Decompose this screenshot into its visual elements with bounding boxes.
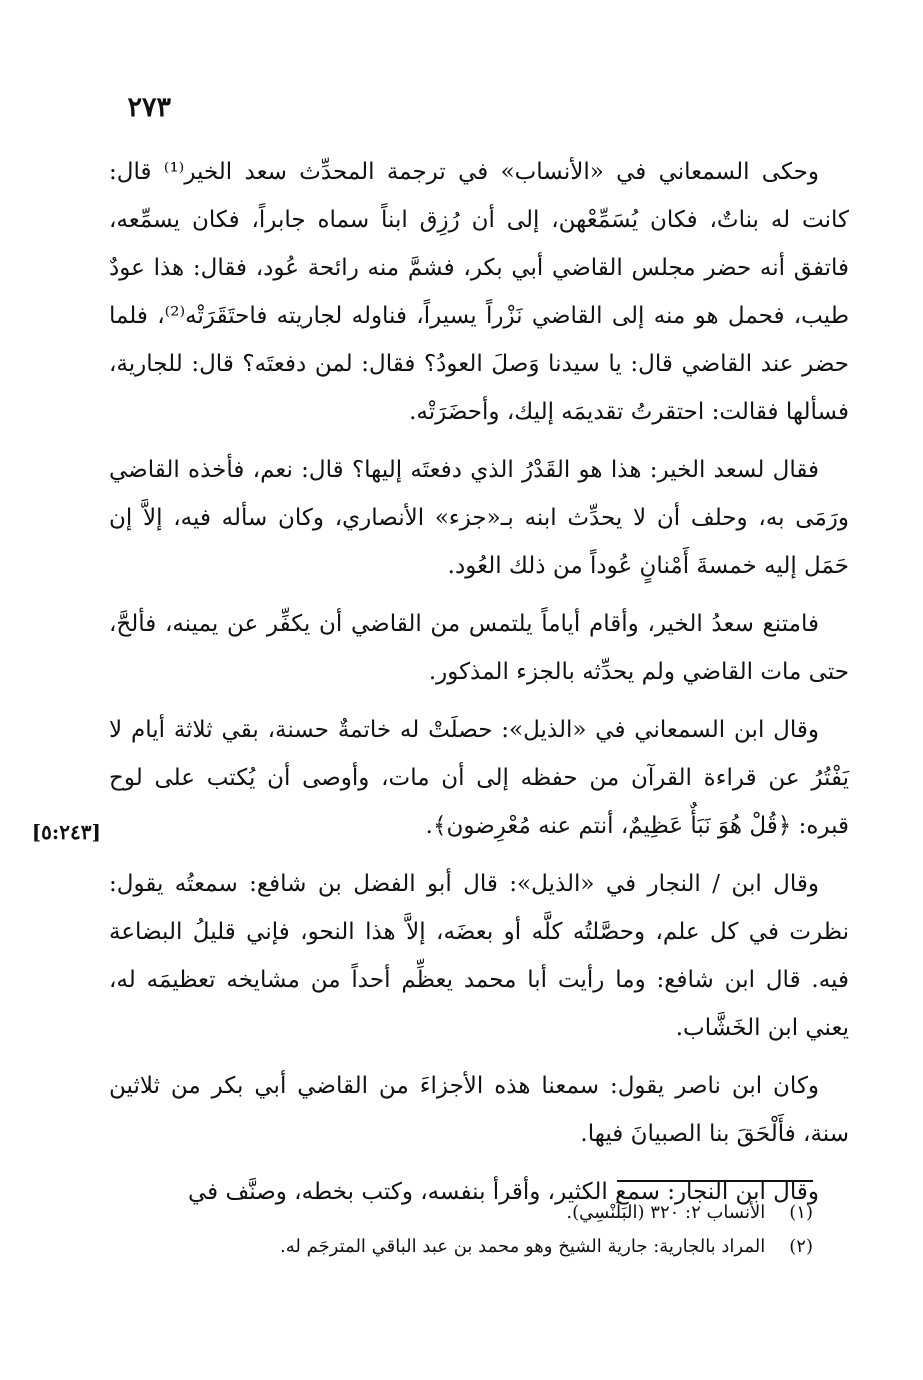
- footnote-text: المراد بالجارية: جارية الشيخ وهو محمد بن عبد الباقي المترجَم له.: [279, 1236, 766, 1257]
- margin-reference: [٥:٢٤٣]: [31, 820, 101, 844]
- paragraph: وقال ابن / النجار في «الذيل»: قال أبو الفضل بن شافع: سمعتُه يقول: نظرت في كل علم، وحصَّلتُه كلَّه أو بعضَه، إلاَّ هذا النحو، فإني قليلُ البضاعة فيه. قال ابن شافع: وما رأيت أبا محمد يعظِّم أحداً من مشايخه تعظيمَه له، يعني ابن الخَشَّاب.: [109, 871, 849, 1041]
- footnote: [113, 1230, 813, 1264]
- footnote-number: (٢): [789, 1236, 813, 1257]
- footnotes: [113, 1196, 813, 1264]
- body-text: [109, 148, 849, 1222]
- footnote: [113, 1196, 813, 1230]
- footnote-text: الأنساب ٢: ٣٢٠ (البَلَنْسِي).: [566, 1202, 766, 1223]
- page-number: ٢٧٣: [127, 92, 171, 123]
- paragraph: وقال ابن السمعاني في «الذيل»: حصلَتْ له خاتمةٌ حسنة، بقي ثلاثة أيام لا يَفْتُرُ عن قراءة القرآن من حفظه إلى أن مات، وأوصى أن يُكتب على لوح قبره: ﴿قُلْ هُوَ نَبَأٌ عَظِيمٌ، أنتم عنه مُعْرِضون﴾.: [109, 717, 849, 839]
- paragraph: فامتنع سعدُ الخير، وأقام أياماً يلتمس من القاضي أن يكفِّر عن يمينه، فألحَّ، حتى مات القاضي ولم يحدِّثه بالجزء المذكور.: [109, 611, 849, 685]
- paragraph: وقال ابن النجار: سمع الكثير، وأقرأ بنفسه، وكتب بخطه، وصنَّف في: [187, 1179, 819, 1205]
- paragraph: وكان ابن ناصر يقول: سمعنا هذه الأجزاءَ من القاضي أبي بكر من ثلاثين سنة، فأَلْحَقَ بنا الصبيانَ فيها.: [109, 1073, 849, 1147]
- paragraph: وحكى السمعاني في «الأنساب» في ترجمة المحدِّث سعد الخير⁽¹⁾ قال: كانت له بناتٌ، فكان يُسَمِّعْهن، إلى أن رُزِق ابناً سماه جابراً، فكان يسمِّعه، فاتفق أنه حضر مجلس القاضي أبي بكر، فشمَّ منه رائحة عُود، فقال: هذا عودٌ طيب، فحمل هو منه إلى القاضي نَزْراً يسيراً، فناوله لجاريته فاحتَقَرَتْه⁽²⁾، فلما حضر عند القاضي قال: يا سيدنا وَصلَ العودُ؟ فقال: لمن دفعتَه؟ قال: للجارية، فسألها فقالت: احتقرتُ تقديمَه إليك، وأحضَرَتْه.: [109, 159, 849, 425]
- footnote-number: (١): [789, 1202, 813, 1223]
- footnote-divider: [617, 1180, 813, 1182]
- paragraph: فقال لسعد الخير: هذا هو القَدْرُ الذي دفعتَه إليها؟ قال: نعم، فأخذه القاضي ورَمَى به، وحلف أن لا يحدِّث ابنه بـ«جزء» الأنصاري، وكان سأله فيه، إلاَّ إن حَمَل إليه خمسةَ أَمْنانٍ عُوداً من ذلك العُود.: [109, 457, 849, 579]
